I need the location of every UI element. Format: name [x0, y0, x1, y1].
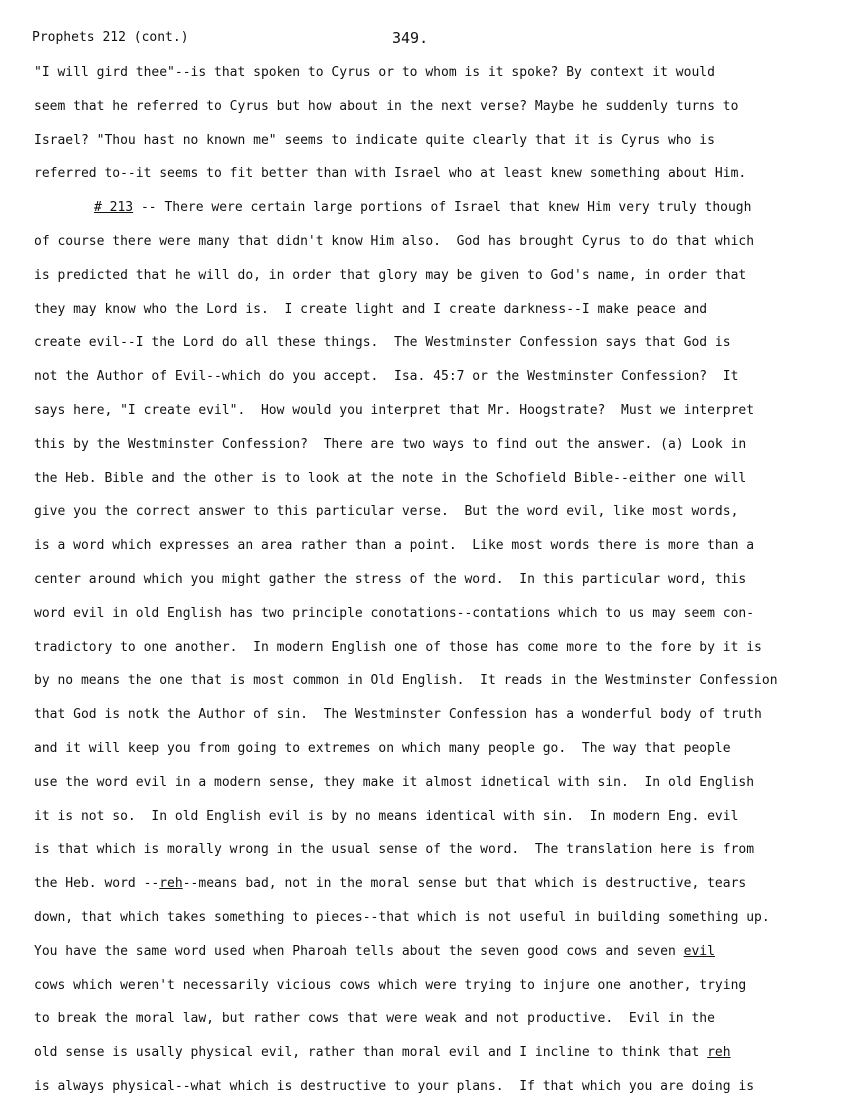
text-line: and it will keep you from going to extremes on which many people go. The way that people [34, 740, 731, 756]
section-number: # 213 [94, 200, 134, 216]
text-line: the Heb. word --reh--means bad, not in the moral sense but that which is destructive, tears [34, 876, 747, 892]
section-start-line: # 213 -- There were certain large portions of Israel that knew Him very truly though [94, 200, 752, 216]
text-line: down, that which takes something to pieces--that which is not useful in building something up. [34, 909, 770, 925]
text-line: "I will gird thee"--is that spoken to Cyrus or to whom is it spoke? By context it would [34, 65, 715, 80]
text-line: seem that he referred to Cyrus but how about in the next verse? Maybe he suddenly turns to [34, 98, 739, 114]
text-line: is always physical--what which is destructive to your plans. If that which you are doing is [34, 1078, 755, 1094]
text-line: center around which you might gather the stress of the word. In this particular word, this [34, 571, 747, 587]
text-line: word evil in old English has two principle conotations--contations which to us may seem con- [34, 605, 755, 621]
text-line: create evil--I the Lord do all these things. The Westminster Confession says that God is [34, 335, 731, 351]
page-header [32, 30, 832, 52]
text-line: Israel? "Thou hast no known me" seems to indicate quite clearly that it is Cyrus who is [34, 132, 715, 148]
text-line: they may know who the Lord is. I create light and I create darkness--I make peace and [34, 301, 708, 317]
text-line: cows which weren't necessarily vicious cows which were trying to injure one another, trying [34, 977, 747, 993]
transcript-body [0, 62, 846, 1110]
text-line: tradictory to one another. In modern English one of those has come more to the fore by it is [34, 639, 762, 655]
text-line: old sense is usally physical evil, rather than moral evil and I incline to think that reh [34, 1045, 731, 1061]
text-line: it is not so. In old English evil is by no means identical with sin. In modern Eng. evil [34, 808, 739, 824]
running-header: Prophets 212 (cont.) [32, 30, 189, 45]
text-line: use the word evil in a modern sense, they make it almost idnetical with sin. In old English [34, 774, 755, 790]
text-line: is predicted that he will do, in order that glory may be given to God's name, in order that [34, 267, 747, 283]
text-line: is a word which expresses an area rather than a point. Like most words there is more than a [34, 538, 755, 554]
text-line: that God is notk the Author of sin. The Westminster Confession has a wonderful body of truth [34, 707, 762, 723]
text-line: of course there were many that didn't know Him also. God has brought Cyrus to do that which [34, 233, 755, 249]
text-line: by no means the one that is most common in Old English. It reads in the Westminster Confession [34, 673, 778, 689]
page-number: 349. [392, 29, 429, 47]
underlined-word: evil [683, 943, 715, 959]
underlined-word: reh [159, 876, 183, 892]
text-line: referred to--it seems to fit better than with Israel who at least knew something about Him. [34, 166, 747, 182]
text-line: says here, "I create evil". How would you interpret that Mr. Hoogstrate? Must we interpret [34, 402, 755, 418]
underlined-word: reh [707, 1045, 731, 1061]
text-line: to break the moral law, but rather cows that were weak and not productive. Evil in the [34, 1011, 715, 1027]
text-line: this by the Westminster Confession? There are two ways to find out the answer. (a) Look in [34, 436, 747, 452]
text-line: give you the correct answer to this particular verse. But the word evil, like most words, [34, 504, 739, 520]
text-line: is that which is morally wrong in the usual sense of the word. The translation here is from [34, 842, 755, 858]
text-line: the Heb. Bible and the other is to look at the note in the Schofield Bible--either one will [34, 470, 747, 486]
text-line: not the Author of Evil--which do you accept. Isa. 45:7 or the Westminster Confession? It [34, 369, 739, 385]
text-line: You have the same word used when Pharoah tells about the seven good cows and seven evil [34, 943, 715, 959]
